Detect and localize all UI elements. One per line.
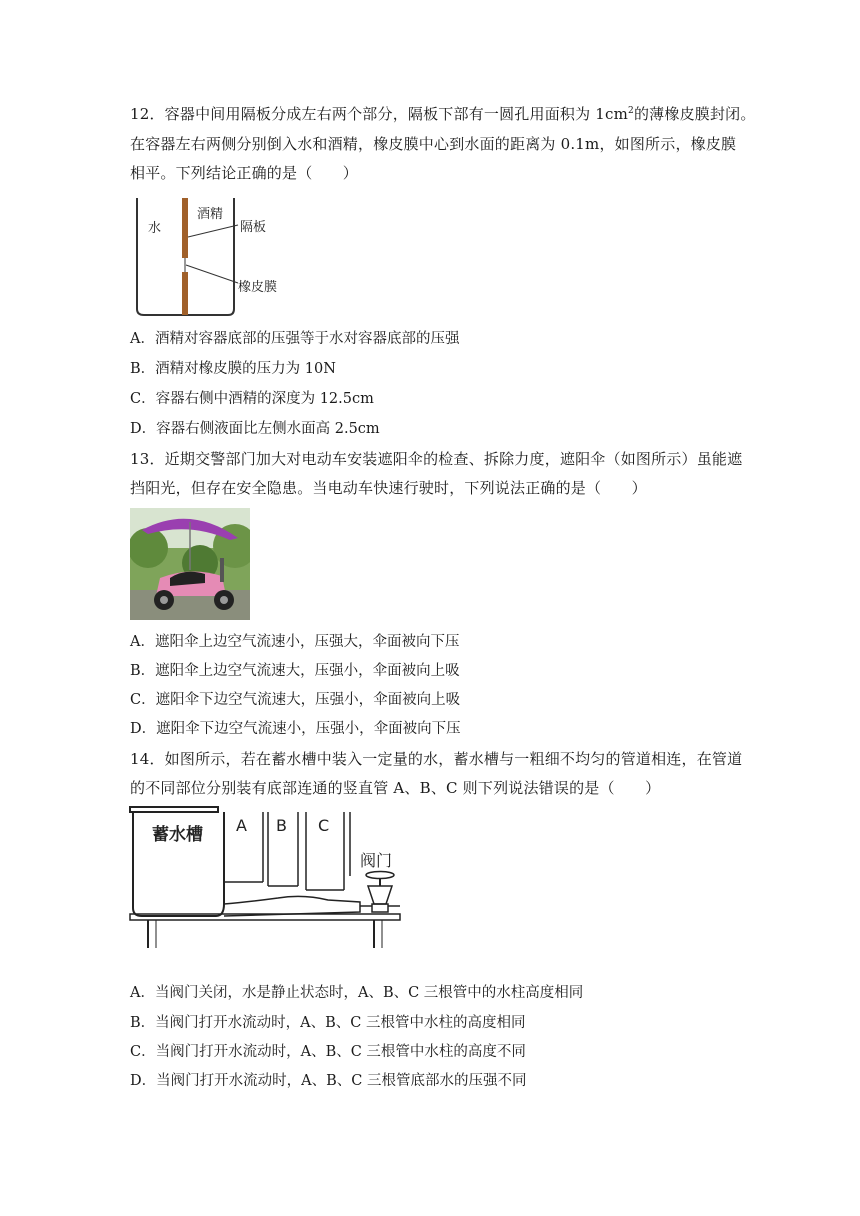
- partition-lower: [182, 272, 188, 315]
- q12-option-a: A．酒精对容器底部的压强等于水对容器底部的压强: [130, 331, 460, 347]
- q14-option-d: D．当阀门打开水流动时，A、B、C 三根管底部水的压强不同: [130, 1073, 527, 1089]
- q13-option-a: A．遮阳伞上边空气流速小，压强大，伞面被向下压: [130, 634, 460, 650]
- scooter-umbrella-image: [130, 508, 250, 620]
- q12-option-b: B．酒精对橡皮膜的压力为 10N: [130, 361, 336, 377]
- label-partition: 隔板: [240, 220, 267, 235]
- label-alcohol: 酒精: [197, 207, 224, 222]
- q14-option-b: B．当阀门打开水流动时，A、B、C 三根管中水柱的高度相同: [130, 1015, 526, 1031]
- label-valve: 阀门: [360, 851, 393, 870]
- label-tube-a: A: [236, 816, 247, 835]
- q12-option-d: D．容器右侧液面比左侧水面高 2.5cm: [130, 421, 380, 437]
- label-tube-c: C: [318, 816, 330, 835]
- label-tank: 蓄水槽: [152, 825, 203, 845]
- q14-option-a: A．当阀门关闭，水是静止状态时，A、B、C 三根管中的水柱高度相同: [130, 985, 584, 1001]
- q12-container-figure: [130, 195, 310, 320]
- q14-tank-figure: [128, 804, 404, 952]
- q13-option-b: B．遮阳伞上边空气流速大，压强小，伞面被向上吸: [130, 663, 460, 679]
- label-water: 水: [148, 221, 162, 236]
- q13-option-d: D．遮阳伞下边空气流速小，压强小，伞面被向下压: [130, 721, 461, 737]
- label-tube-b: B: [276, 816, 287, 835]
- q12-stem-line2: 在容器左右两侧分别倒入水和酒精，橡皮膜中心到水面的距离为 0.1m，如图所示，橡皮膜: [130, 135, 737, 153]
- q14-stem-line2: 的不同部位分别装有底部连通的竖直管 A、B、C 则下列说法错误的是（ ）: [130, 779, 661, 797]
- q13-scooter-photo: [130, 508, 250, 620]
- q14-stem-line1: 14．如图所示，若在蓄水槽中装入一定量的水，蓄水槽与一粗细不均匀的管道相连，在管道: [130, 750, 743, 768]
- q12-stem-line3: 相平。下列结论正确的是（ ）: [130, 164, 359, 182]
- q13-option-c: C．遮阳伞下边空气流速大，压强小，伞面被向上吸: [130, 692, 461, 708]
- partition-upper: [182, 198, 188, 258]
- q12-option-c: C．容器右侧中酒精的深度为 12.5cm: [130, 391, 374, 407]
- label-membrane: 橡皮膜: [238, 280, 278, 295]
- q13-stem-line1: 13．近期交警部门加大对电动车安装遮阳伞的检查、拆除力度，遮阳伞（如图所示）虽能遮: [130, 450, 743, 468]
- q12-stem-line1: 12．容器中间用隔板分成左右两个部分，隔板下部有一圆孔用面积为 $1cm^2$的薄橡皮膜封闭。: [130, 105, 756, 123]
- q13-stem-line2: 挡阳光，但存在安全隐患。当电动车快速行驶时，下列说法正确的是（ ）: [130, 479, 647, 497]
- q14-option-c: C．当阀门打开水流动时，A、B、C 三根管中水柱的高度不同: [130, 1044, 526, 1060]
